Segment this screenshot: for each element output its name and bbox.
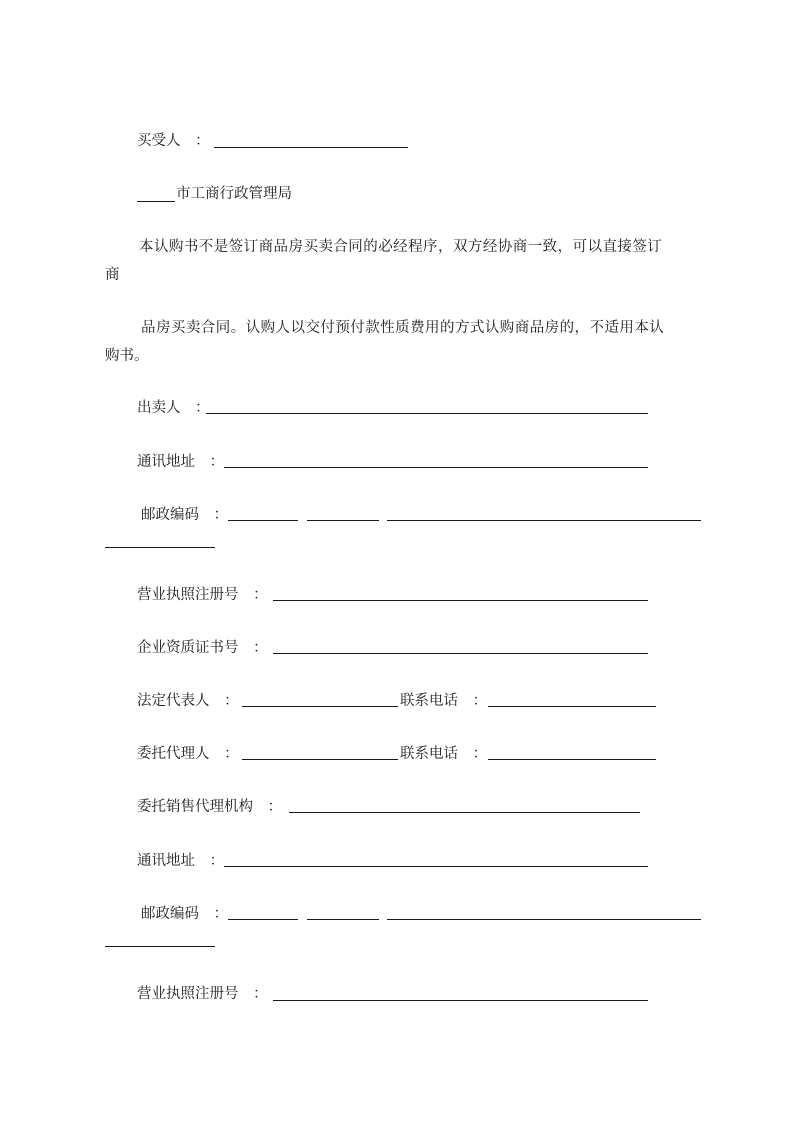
- address-colon: ：: [209, 454, 225, 470]
- notice-line-1: 本认购书不是签订商品房买卖合同的必经程序，双方经协商一致，可以直接签订: [139, 239, 663, 255]
- license-field[interactable]: [273, 600, 648, 601]
- qualification-field[interactable]: [273, 653, 648, 654]
- notice-line-2: 品房买卖合同。认购人以交付预付款性质费用的方式认购商品房的，不适用本认: [141, 320, 665, 336]
- phone-field-2[interactable]: [488, 759, 656, 760]
- buyer-row: [137, 131, 210, 151]
- postcode-2-field-3[interactable]: [387, 919, 701, 920]
- license-colon: ：: [253, 587, 268, 603]
- postcode-colon-2: ：: [213, 906, 229, 922]
- seller-field[interactable]: [206, 413, 648, 414]
- address-row-2: [137, 851, 224, 871]
- phone-row: [400, 691, 487, 711]
- seller-label: 出卖人: [137, 400, 181, 416]
- notice-line-2-wrap: 购书。: [105, 348, 149, 364]
- postcode-row-2: [141, 904, 228, 924]
- buyer-label: 买受人: [137, 133, 181, 149]
- phone-label: 联系电话: [400, 693, 458, 709]
- agent-colon: ：: [224, 746, 239, 762]
- buyer-colon: ：: [195, 133, 210, 149]
- address-field[interactable]: [224, 467, 648, 468]
- postcode-2-field-1[interactable]: [228, 919, 298, 920]
- address-label: 通讯地址: [137, 454, 195, 470]
- postcode-colon: ：: [213, 507, 229, 523]
- qualification-colon: ：: [253, 640, 268, 656]
- seller-row: [137, 398, 210, 418]
- seller-colon: ：: [195, 400, 210, 416]
- legal-rep-colon: ：: [224, 693, 239, 709]
- license-label-2: 营业执照注册号: [137, 986, 239, 1002]
- postcode-row: [141, 505, 228, 525]
- postcode-label-2: 邮政编码: [141, 906, 199, 922]
- postcode-2-field-3-wrap[interactable]: [105, 946, 215, 947]
- address-label-2: 通讯地址: [137, 853, 195, 869]
- agent-label: 委托代理人: [137, 746, 210, 762]
- address-row: [137, 452, 224, 472]
- legal-rep-row: [137, 691, 239, 711]
- city-field[interactable]: [137, 201, 175, 202]
- postcode-field-1[interactable]: [228, 520, 298, 521]
- license-row-2: [137, 984, 268, 1004]
- license-field-2[interactable]: [273, 1000, 648, 1001]
- license-row: [137, 585, 268, 605]
- phone-row-2: [400, 744, 487, 764]
- sales-agency-label: 委托销售代理机构: [137, 799, 253, 815]
- postcode-label: 邮政编码: [141, 507, 199, 523]
- agent-row: [137, 744, 239, 764]
- notice-line-1-wrap: 商: [105, 267, 120, 283]
- legal-rep-field[interactable]: [242, 706, 398, 707]
- qualification-row: [137, 638, 268, 658]
- license-label: 营业执照注册号: [137, 587, 239, 603]
- sales-agency-field[interactable]: [289, 812, 640, 813]
- phone-label-2: 联系电话: [400, 746, 458, 762]
- phone-field[interactable]: [488, 706, 656, 707]
- phone-colon-2: ：: [472, 746, 488, 762]
- authority-label: 市工商行政管理局: [176, 186, 292, 202]
- postcode-2-field-2[interactable]: [307, 919, 379, 920]
- license-colon-2: ：: [253, 986, 268, 1002]
- legal-rep-label: 法定代表人: [137, 693, 210, 709]
- postcode-field-2[interactable]: [307, 520, 379, 521]
- postcode-field-3[interactable]: [387, 520, 701, 521]
- phone-colon: ：: [472, 693, 488, 709]
- sales-agency-row: [137, 797, 282, 817]
- buyer-field[interactable]: [214, 147, 408, 148]
- sales-agency-colon: ：: [267, 799, 283, 815]
- qualification-label: 企业资质证书号: [137, 640, 239, 656]
- address-colon-2: ：: [209, 853, 225, 869]
- agent-field[interactable]: [242, 759, 398, 760]
- address-field-2[interactable]: [224, 866, 648, 867]
- postcode-field-3-wrap[interactable]: [105, 547, 215, 548]
